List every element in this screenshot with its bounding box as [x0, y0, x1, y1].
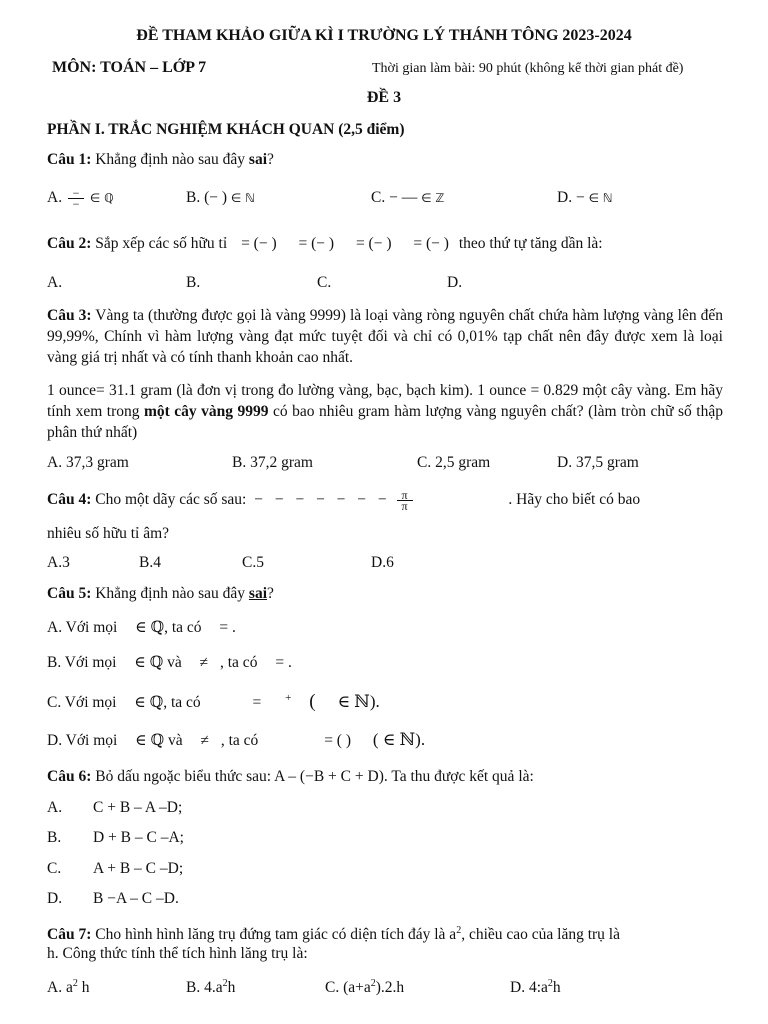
q5-option-d-cond2: , ta có [220, 732, 259, 749]
q7-stem [47, 921, 620, 945]
q5-option-c-paren: ( [309, 691, 316, 713]
q7-option-c-text: C. (a+a [325, 979, 371, 997]
q1-emphasis: sai [248, 151, 268, 168]
q1-text: Khẳng định nào sau đây [95, 151, 249, 168]
q1-option-d-set: ∈ ℕ [588, 191, 613, 205]
q1-option-b-key: B. [186, 189, 201, 206]
q6-stem [47, 767, 534, 787]
q3-p2-a: 1 ounce= 31.1 gram (là đơn vị trong đo lường vàng, bạc, bạch kim). 1 ounce = 0.829 một cây vàng. Em hãy tính xem trong [47, 382, 723, 420]
q1-stem [47, 150, 274, 170]
q2-expr-3: = (− ) [355, 235, 392, 252]
q7-stem-line2: h. Công thức tính thể tích hình lăng trụ là: [47, 945, 308, 962]
q5-option-b-key: B. Với mọi [47, 654, 117, 671]
q3-option-d[interactable]: D. 37,5 gram [557, 454, 639, 471]
q5-label: Câu 5: [47, 585, 92, 602]
q5-option-a[interactable] [47, 618, 236, 638]
q6-option-d-key: D. [47, 890, 63, 907]
q1-option-a-key: A. [47, 189, 63, 207]
q1-option-c[interactable] [371, 188, 444, 208]
q1-option-c-set: ∈ ℤ [421, 191, 445, 205]
q3-text: Vàng ta (thường được gọi là vàng 9999) là loại vàng ròng nguyên chất chứa hàm lượng vàng lên đến 99,99%, Chính vì hàm lượng vàng đạt mức tuyệt đối và chỉ có 0,01% tạp chất nên đây được xem là loại vàng giá trị nhất và có tính thanh khoản cao nhất. [47, 307, 723, 366]
q5-option-d-cond: ∈ ℚ và [135, 732, 183, 749]
q2-tail: theo thứ tự tăng dần là: [458, 235, 603, 252]
q4-pi-den: π [401, 499, 408, 513]
q6-option-b-text: D + B – C –A; [93, 829, 184, 846]
q6-text: Bỏ dấu ngoặc biểu thức sau: A – (−B + C + D). Ta thu được kết quả là: [95, 768, 534, 785]
q7-option-d-sup: 2 [547, 978, 553, 989]
q2-option-a[interactable]: A. [47, 274, 63, 291]
q3-paragraph-1 [47, 305, 723, 368]
q4-option-b[interactable]: B.4 [139, 554, 161, 571]
q2-option-d[interactable]: D. [447, 274, 463, 291]
q5-option-d-key: D. Với mọi [47, 732, 118, 749]
q1-option-a-set: ∈ ℚ [89, 191, 114, 206]
q4-label: Câu 4: [47, 491, 92, 509]
q3-paragraph-2 [47, 380, 723, 443]
q2-text: Sắp xếp các số hữu tỉ [95, 235, 228, 252]
q5-option-c[interactable] [47, 688, 380, 713]
q6-option-b[interactable] [47, 828, 184, 848]
q7-option-a[interactable] [47, 974, 89, 998]
q7-option-b-text: B. 4.a [186, 979, 223, 997]
subject-line: MÔN: TOÁN – LỚP 7 [52, 59, 207, 76]
q4-stem [47, 490, 640, 511]
part1-title: PHẦN I. TRẮC NGHIỆM KHÁCH QUAN (2,5 điểm) [47, 121, 405, 138]
q5-option-b-eq: = . [275, 654, 292, 671]
q7-label: Câu 7: [47, 926, 92, 944]
q1-option-c-expr: − — [389, 189, 418, 206]
q6-option-a-key: A. [47, 799, 63, 816]
q4-stem-line2: nhiêu số hữu tỉ âm? [47, 525, 170, 542]
q5-emphasis: sai [248, 585, 268, 602]
q5-stem [47, 584, 274, 604]
q5-option-b-cond: ∈ ℚ và [134, 654, 182, 671]
q4-option-d[interactable]: D.6 [371, 554, 394, 571]
q3-option-c[interactable]: C. 2,5 gram [417, 454, 491, 471]
q4-sequence: − − − − − − − [254, 491, 391, 509]
q4-option-a[interactable]: A.3 [47, 554, 70, 571]
q7-option-a-sup: 2 [72, 978, 78, 989]
q5-option-a-cond: ∈ ℚ, ta có [135, 619, 202, 636]
q7-option-d-text: D. 4:a [510, 979, 548, 997]
q1-option-a-den: − [72, 197, 80, 211]
q6-option-a[interactable] [47, 798, 182, 818]
q2-expr-4: = (− ) [413, 235, 449, 252]
q7-option-c[interactable] [325, 974, 404, 998]
q5-qmark: ? [267, 585, 274, 602]
q1-option-a-fraction [68, 188, 84, 209]
q1-option-d-expr: − [575, 189, 585, 206]
q2-expr-1: = (− ) [241, 235, 277, 252]
q6-option-c-key: C. [47, 860, 62, 877]
q3-option-b[interactable]: B. 37,2 gram [232, 454, 313, 471]
q6-label: Câu 6: [47, 768, 92, 785]
q3-p2-c: có bao nhiêu gram hàm lượng vàng nguyên chất? (làm tròn chữ số thập phân thứ nhất) [47, 403, 723, 441]
exam-code: ĐỀ 3 [366, 89, 402, 106]
q6-option-c-text: A + B – C –D; [93, 860, 184, 877]
q1-option-d[interactable] [557, 188, 612, 208]
q1-qmark: ? [267, 151, 274, 168]
q7-option-a-text: A. a [47, 979, 73, 997]
q1-label: Câu 1: [47, 151, 92, 168]
q5-option-a-eq: = . [219, 619, 236, 636]
q2-expr-2: = (− ) [298, 235, 335, 252]
q1-option-a[interactable] [47, 188, 114, 209]
q7-option-b-sup: 2 [222, 978, 228, 989]
q7-option-a-tail: h [77, 979, 90, 997]
q7-option-b[interactable] [186, 974, 235, 998]
q4-tail: . Hãy cho biết có bao [508, 491, 641, 509]
q6-option-c[interactable] [47, 859, 183, 879]
q4-option-c[interactable]: C.5 [242, 554, 264, 571]
q3-p2-bold: một cây vàng 9999 [143, 403, 269, 420]
q5-option-d[interactable] [47, 730, 425, 751]
q6-option-d-text: B −A – C –D. [93, 890, 179, 907]
q2-option-c[interactable]: C. [317, 274, 332, 291]
q1-option-c-key: C. [371, 189, 386, 206]
q5-option-c-cond: ∈ ℚ, ta có [134, 694, 201, 712]
q7-text: Cho hình hình lăng trụ đứng tam giác có diện tích đáy là a [95, 926, 457, 944]
q1-option-a-num: − [68, 188, 84, 199]
q5-option-d-eq: = ( ) [324, 732, 352, 749]
q5-text: Khẳng định nào sau đây [95, 585, 249, 602]
q7-option-d[interactable] [510, 974, 561, 998]
q5-option-d-nat: ( ∈ ℕ). [372, 730, 426, 749]
q2-option-b[interactable]: B. [186, 274, 201, 291]
q5-option-a-key: A. Với mọi [47, 619, 118, 636]
q3-label: Câu 3: [47, 307, 92, 324]
q7-option-d-tail: h [552, 979, 561, 997]
q5-option-b-neq: ≠ [199, 654, 209, 671]
q6-option-b-key: B. [47, 829, 62, 846]
q3-option-a[interactable]: A. 37,3 gram [47, 454, 129, 471]
q7-option-c-tail: ).2.h [375, 979, 405, 997]
q5-option-c-nat: ∈ ℕ). [337, 692, 380, 712]
q5-option-c-key: C. Với mọi [47, 694, 117, 712]
q2-stem [47, 234, 603, 254]
exam-title: ĐỀ THAM KHẢO GIỮA KÌ I TRƯỜNG LÝ THÁNH TÔNG 2023-2024 [136, 27, 632, 44]
q7-option-b-tail: h [227, 979, 236, 997]
q1-option-b[interactable] [186, 188, 255, 208]
q1-option-b-set: ∈ ℕ [230, 191, 255, 205]
q4-text: Cho một dãy các số sau: [95, 491, 247, 509]
q7-option-c-sup: 2 [370, 978, 376, 989]
q5-option-d-neq: ≠ [200, 732, 209, 749]
q1-option-b-expr: (− ) [204, 189, 228, 206]
q1-option-d-key: D. [557, 189, 573, 206]
time-limit: Thời gian làm bài: 90 phút (không kể thời gian phát đề) [372, 61, 684, 76]
q6-option-d[interactable] [47, 889, 179, 909]
q7-text-tail: , chiều cao của lăng trụ là [461, 926, 620, 944]
q7-sup: 2 [456, 925, 462, 936]
q4-pi-fraction [397, 490, 413, 511]
q5-option-b-cond2: , ta có [220, 654, 258, 671]
q6-option-a-text: C + B – A –D; [93, 799, 183, 816]
q5-option-c-eq: = [252, 694, 262, 712]
q5-option-c-plus: + [285, 692, 292, 704]
q4-pi-num: π [397, 490, 413, 501]
q5-option-b[interactable] [47, 653, 292, 673]
q2-label: Câu 2: [47, 235, 92, 252]
